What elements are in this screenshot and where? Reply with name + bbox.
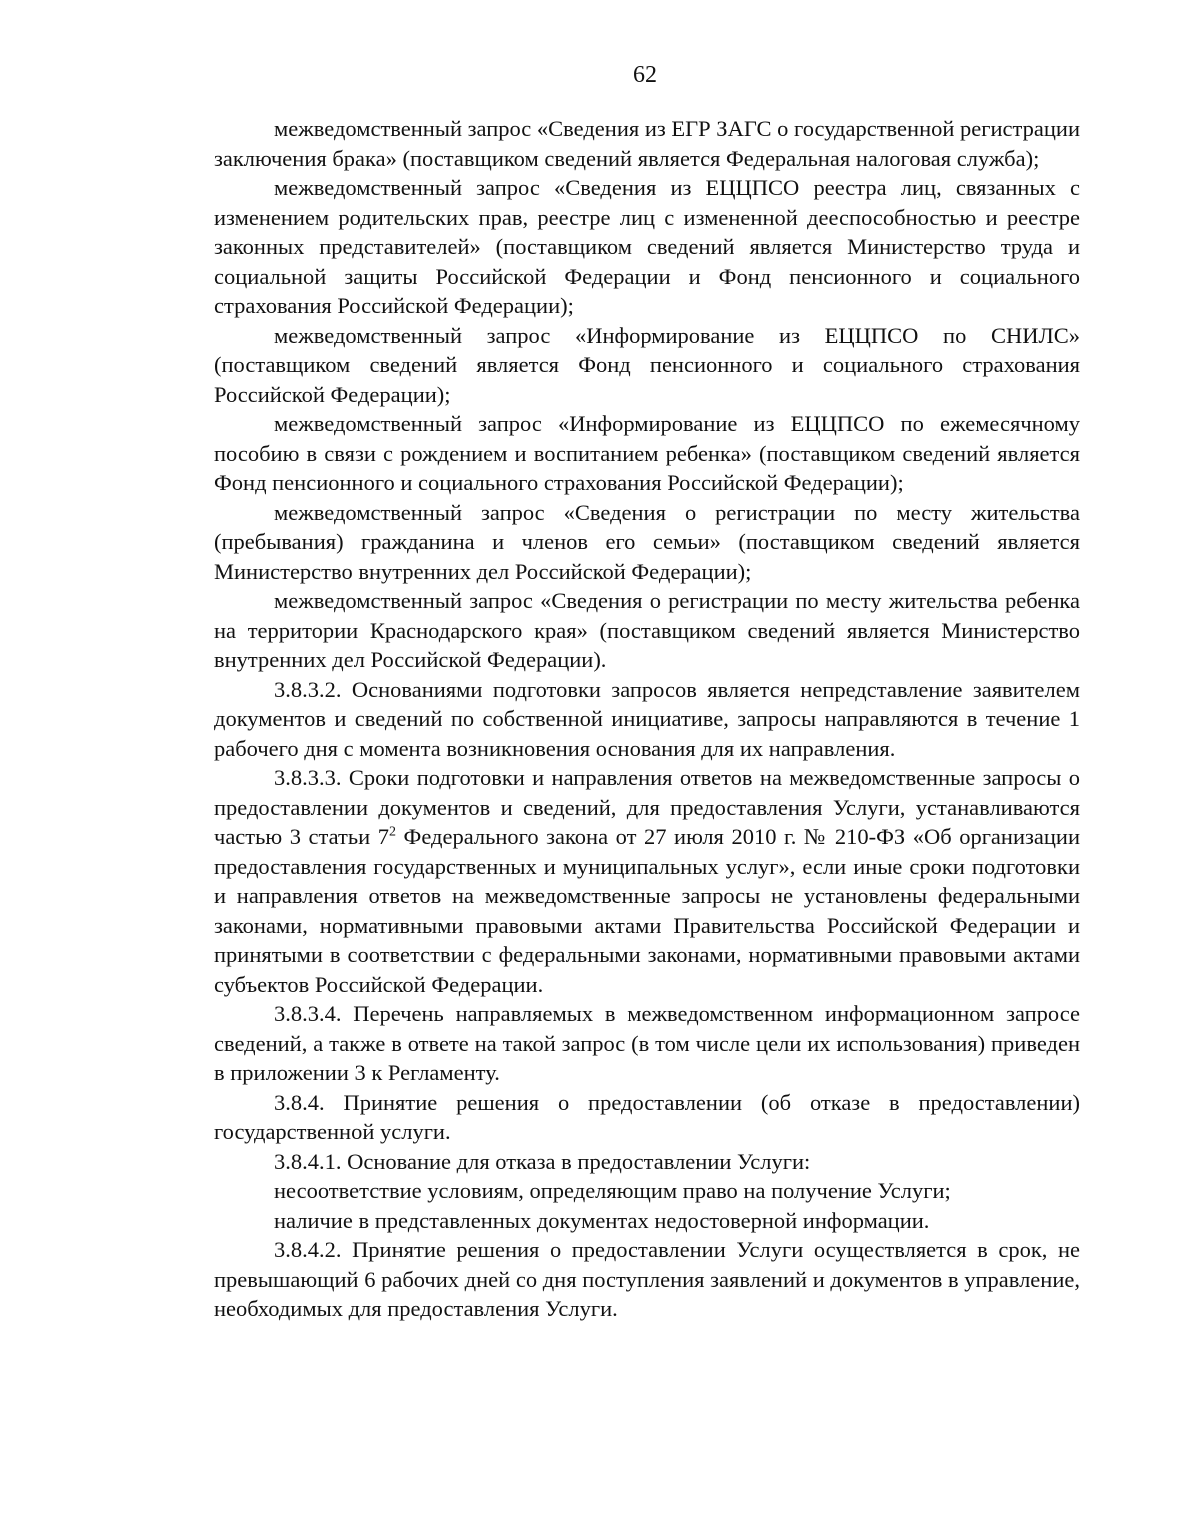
- paragraph-request-child-registration: межведомственный запрос «Сведения о регистрации по месту жительства ребенка на территории Краснодарского края» (поставщиком сведений является Министерство внутренних дел Российской Федерации).: [214, 588, 1080, 672]
- paragraph-3-8-3-2: 3.8.3.2. Основаниями подготовки запросов является непредставление заявителем документов и сведений по собственной инициативе, запросы направляются в течение 1 рабочего дня с момента возникновения основания для их направления.: [214, 676, 1080, 761]
- paragraph-request-citizen-registration: межведомственный запрос «Сведения о регистрации по месту жительства (пребывания) гражданина и членов его семьи» (поставщиком сведений является Министерство внутренних дел Российской Федерации);: [214, 499, 1080, 584]
- superscript-2: 2: [389, 824, 396, 840]
- paragraph-3-8-4: 3.8.4. Принятие решения о предоставлении (об отказе в предоставлении) государственной услуги.: [214, 1089, 1080, 1144]
- document-body: [214, 114, 1080, 1324]
- paragraph-3-8-3-4: 3.8.3.4. Перечень направляемых в межведомственном информационном запросе сведений, а также в ответе на такой запрос (в том числе цели их использования) приведен в приложении 3 к Регламенту.: [214, 1001, 1080, 1085]
- page-number: 62: [633, 62, 657, 88]
- paragraph-3-8-4-1: 3.8.4.1. Основание для отказа в предоставлении Услуги:: [274, 1148, 811, 1174]
- paragraph-request-parental-rights: межведомственный запрос «Сведения из ЕЦЦПСО реестра лиц, связанных с изменением родительских прав, реестре лиц с измененной дееспособностью и реестре законных представителей» (поставщиком сведений является Министерство труда и социальной защиты Российской Федерации и Фонд пенсионного и социального страхования Российской Федерации);: [214, 175, 1080, 318]
- paragraph-request-monthly-allowance: межведомственный запрос «Информирование из ЕЦЦПСО по ежемесячному пособию в связи с рождением и воспитанием ребенка» (поставщиком сведений является Фонд пенсионного и социального страхования Российской Федерации);: [214, 411, 1080, 495]
- paragraph-3-8-3-3-part-2: Федерального закона от 27 июля 2010 г. № 210-ФЗ «Об организации предоставления государственных и муниципальных услуг», если иные сроки подготовки и направления ответов на межведомственные запросы не установлены федеральными законами, нормативными правовыми актами Правительства Российской Федерации и принятыми в соответствии с федеральными законами, нормативными правовыми актами субъектов Российской Федерации.: [214, 824, 1080, 997]
- list-item-refusal-reason-2: наличие в представленных документах недостоверной информации.: [274, 1207, 930, 1233]
- paragraph-3-8-3-3: [214, 763, 1080, 999]
- paragraph-request-snils: межведомственный запрос «Информирование из ЕЦЦПСО по СНИЛС» (поставщиком сведений является Фонд пенсионного и социального страхования Российской Федерации);: [214, 322, 1080, 407]
- paragraph-3-8-4-2: 3.8.4.2. Принятие решения о предоставлении Услуги осуществляется в срок, не превышающий 6 рабочих дней со дня поступления заявлений и документов в управление, необходимых для предоставления Услуги.: [214, 1237, 1080, 1321]
- paragraph-3-8-3-3-part-1: 3.8.3.3. Сроки подготовки и направления ответов на межведомственные запросы о предоставлении документов и сведений, для предоставления Услуги, устанавливаются частью 3 статьи 7: [214, 765, 1080, 849]
- list-item-refusal-reason-1: несоответствие условиям, определяющим право на получение Услуги;: [274, 1178, 951, 1203]
- paragraph-request-zags-marriage: межведомственный запрос «Сведения из ЕГР ЗАГС о государственной регистрации заключения брака» (поставщиком сведений является Федеральная налоговая служба);: [214, 116, 1080, 171]
